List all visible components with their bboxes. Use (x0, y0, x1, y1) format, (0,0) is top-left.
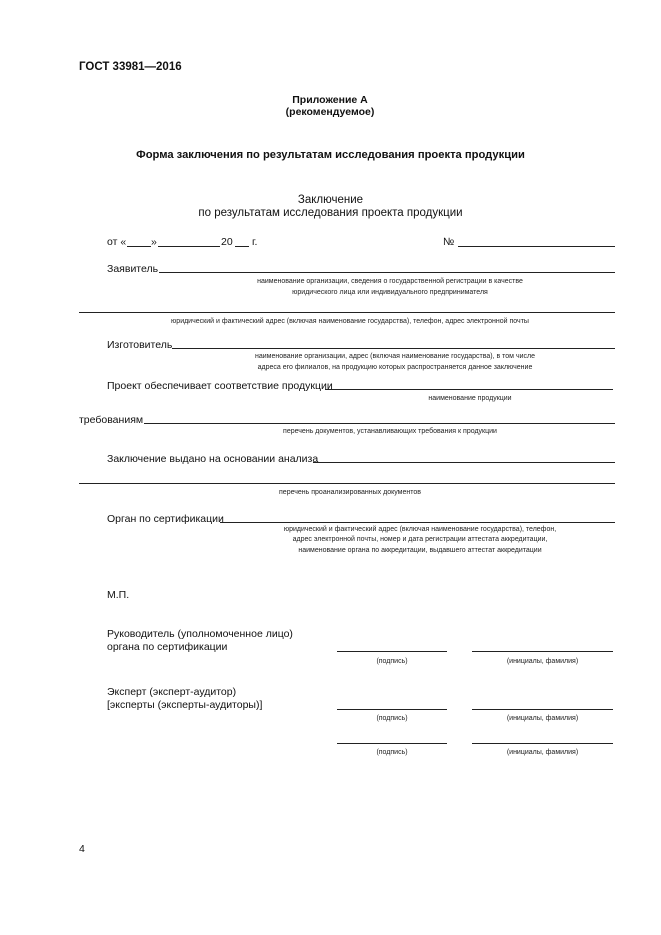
head-line-2: органа по сертификации (107, 641, 228, 653)
head-name-field[interactable] (472, 651, 613, 652)
certification-caption-2: адрес электронной почты, номер и дата регистрации аттестата аккредитации, (292, 536, 548, 543)
doc-title-line1: Заключение (297, 194, 364, 206)
basis-caption: перечень проанализированных документов (279, 489, 421, 496)
certification-caption-3: наименование органа по аккредитации, выдавшего аттестат аккредитации (298, 547, 542, 554)
manufacturer-caption-2: адреса его филиалов, на продукцию которых распространяется данное заключение (257, 364, 533, 371)
applicant-field[interactable] (159, 272, 615, 273)
manufacturer-field[interactable] (172, 348, 615, 349)
basis-label: Заключение выдано на основании анализа (107, 453, 319, 465)
requirements-caption: перечень документов, устанавливающих требования к продукции (283, 428, 497, 435)
standard-number: ГОСТ 33981—2016 (79, 61, 182, 73)
year-suffix: г. (252, 236, 258, 248)
expert-name-caption-2: (инициалы, фамилия) (506, 749, 579, 756)
project-label: Проект обеспечивает соответствие продукции (107, 380, 333, 392)
expert-line-1: Эксперт (эксперт-аудитор) (107, 686, 237, 698)
expert-signature-caption-2: (подпись) (376, 749, 408, 756)
month-field[interactable] (158, 246, 220, 247)
expert-signature-caption: (подпись) (376, 715, 408, 722)
date-close-quote: » (151, 236, 157, 248)
certification-body-label: Орган по сертификации (107, 513, 224, 525)
manufacturer-label: Изготовитель (107, 339, 173, 351)
appendix-status: (рекомендуемое) (285, 106, 375, 118)
applicant-label: Заявитель (107, 263, 159, 275)
expert-line-2: [эксперты (эксперты-аудиторы)] (107, 699, 263, 711)
expert-name-caption: (инициалы, фамилия) (506, 715, 579, 722)
head-name-caption: (инициалы, фамилия) (506, 658, 579, 665)
number-field[interactable] (458, 246, 615, 247)
head-line-1: Руководитель (уполномоченное лицо) (107, 628, 293, 640)
year-field[interactable] (235, 246, 249, 247)
expert-signature-field[interactable] (337, 709, 447, 710)
head-signature-field[interactable] (337, 651, 447, 652)
requirements-label: требованиям (79, 414, 144, 426)
number-label: № (443, 236, 455, 248)
certification-body-field[interactable] (220, 522, 615, 523)
requirements-field[interactable] (144, 423, 615, 424)
applicant-address-field[interactable] (79, 312, 615, 313)
form-title: Форма заключения по результатам исследования проекта продукции (136, 149, 525, 161)
basis-field[interactable] (313, 462, 615, 463)
page-number: 4 (79, 843, 85, 855)
doc-title-line2: по результатам исследования проекта продукции (198, 207, 463, 219)
applicant-caption-3: юридический и фактический адрес (включая наименование государства), телефон, адрес электронной почты (171, 318, 529, 325)
date-from-label: от « (107, 236, 127, 248)
year-prefix: 20 (221, 236, 233, 248)
stamp-label: М.П. (107, 589, 130, 601)
appendix-title: Приложение А (292, 94, 368, 106)
certification-caption-1: юридический и фактический адрес (включая наименование государства), телефон, (283, 526, 557, 533)
manufacturer-caption-1: наименование организации, адрес (включая наименование государства), в том числе (255, 353, 535, 360)
applicant-caption-2: юридического лица или индивидуального предпринимателя (292, 289, 488, 296)
product-caption: наименование продукции (428, 395, 512, 402)
expert-name-field-2[interactable] (472, 743, 613, 744)
product-name-field[interactable] (325, 389, 613, 390)
expert-signature-field-2[interactable] (337, 743, 447, 744)
day-field[interactable] (127, 246, 151, 247)
basis-field-continued[interactable] (79, 483, 615, 484)
applicant-caption-1: наименование организации, сведения о государственной регистрации в качестве (257, 278, 523, 285)
expert-name-field[interactable] (472, 709, 613, 710)
head-signature-caption: (подпись) (376, 658, 408, 665)
